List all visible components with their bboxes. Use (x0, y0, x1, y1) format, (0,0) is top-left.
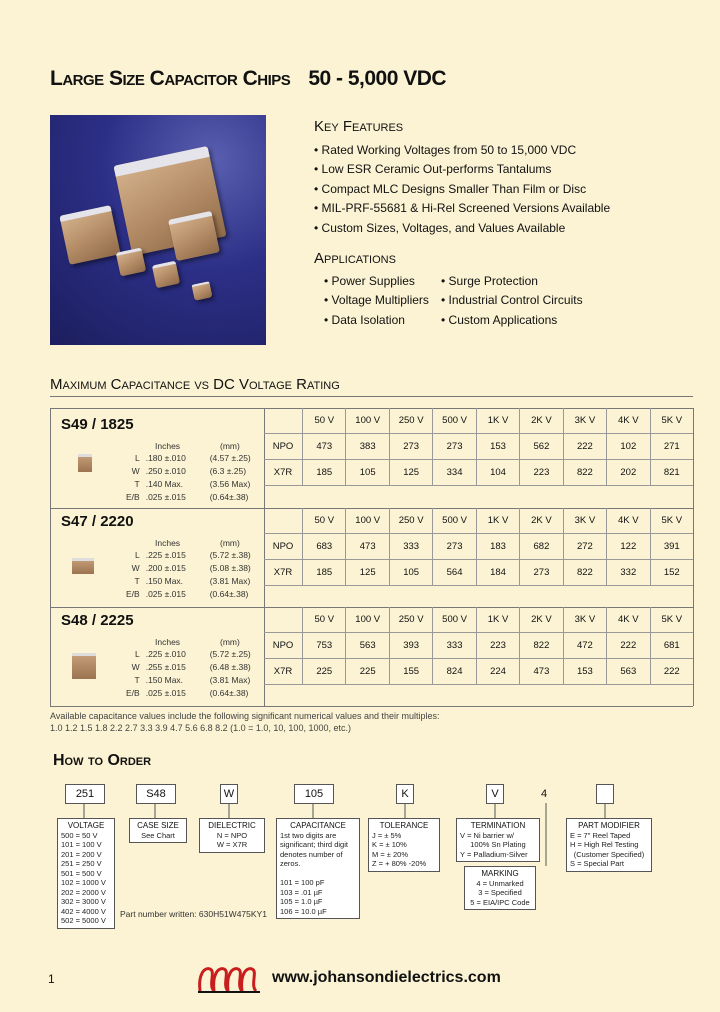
legend-line: 106 = 10.0 µF (280, 906, 327, 916)
legend-line: W = X7R (216, 840, 248, 849)
legend-line: 5 = EIA/IPC Code (470, 897, 530, 907)
logo-stroke (200, 969, 214, 991)
application-item: • Surge Protection (441, 272, 591, 291)
dimension-row: L .225 ±.010 (5.72 ±.25) (134, 649, 251, 659)
legend-line: 102 = 1000 V (61, 878, 106, 887)
legend-line: 302 = 3000 V (61, 897, 106, 906)
legend-line: 201 = 200 V (61, 849, 102, 859)
dimension-row: T .150 Max. (3.81 Max) (134, 675, 251, 685)
unit-inches: Inches (155, 538, 181, 548)
legend-part-modifier (566, 818, 652, 872)
legend-line: denotes number of (280, 849, 343, 859)
feature-item: • Custom Sizes, Voltages, and Values Available (314, 219, 610, 238)
legend-title: VOLTAGE (67, 821, 105, 830)
code-box-dielectric: W (220, 784, 238, 804)
legend-line: 500 = 50 V (61, 830, 98, 840)
page-number: 1 (48, 972, 55, 986)
legend-line: 202 = 2000 V (61, 887, 106, 897)
dimension-row: E/B .025 ±.015 (0.64±.38) (126, 589, 249, 599)
logo-stroke (228, 969, 242, 991)
table-row-npo: NPO 473 383 273 273 153 562 222 102 271 (264, 434, 693, 460)
unit-inches: Inches (155, 441, 181, 451)
application-item: • Voltage Multipliers (324, 291, 441, 310)
legend-line: 501 = 500 V (61, 868, 102, 878)
code-box-case-size: S48 (136, 784, 176, 804)
legend-line: 502 = 5000 V (61, 916, 106, 925)
logo-stroke (242, 969, 256, 991)
unit-mm: (mm) (220, 538, 240, 548)
feature-item: • Compact MLC Designs Smaller Than Film or Disc (314, 180, 610, 199)
key-features-heading: Key Features (314, 118, 404, 135)
legend-dielectric (199, 818, 265, 853)
legend-line: Z = + 80% -20% (372, 859, 427, 868)
title-voltage: 50 - 5,000 VDC (308, 67, 447, 90)
legend-title: TOLERANCE (379, 821, 429, 830)
company-logo-icon (196, 961, 266, 995)
voltage-header-row: 50 V 100 V 250 V 500 V 1K V 2K V 3K V 4K V 5K V (264, 508, 693, 534)
legend-line: K = ± 10% (372, 840, 407, 849)
application-item: • Power Supplies (324, 272, 441, 291)
code-box-capacitance: 105 (294, 784, 334, 804)
legend-line: 3 = Specified (478, 888, 522, 897)
legend-line: significant; third digit (280, 840, 348, 849)
legend-line: 105 = 1.0 µF (280, 897, 323, 906)
legend-line: zeros. (280, 859, 301, 868)
legend-title: DIELECTRIC (208, 821, 256, 830)
legend-line: See Chart (141, 830, 175, 840)
dimension-row: E/B .025 ±.015 (0.64±.38) (126, 492, 249, 502)
legend-title: PART MODIFIER (578, 821, 640, 830)
unit-inches: Inches (155, 637, 181, 647)
table-row-npo: NPO 683 473 333 273 183 682 272 122 391 (264, 534, 693, 560)
legend-line: E = 7" Reel Taped (570, 830, 631, 840)
part-number-example: Part number written: 630H51W475KY1 (120, 909, 267, 919)
legend-termination (456, 818, 540, 862)
dimension-row: W .200 ±.015 (5.08 ±.38) (131, 563, 251, 573)
table-row-x7r: X7R 225 225 155 824 224 473 153 563 222 (264, 659, 693, 685)
applications-heading: Applications (314, 250, 396, 267)
feature-item: • MIL-PRF-55681 & Hi-Rel Screened Versions Available (314, 199, 610, 218)
series-title: S49 / 1825 (61, 416, 134, 433)
legend-case-size (129, 818, 187, 843)
legend-line: V = Ni barrier w/ (460, 830, 514, 840)
legend-capacitance (276, 818, 360, 919)
dimension-row: W .255 ±.015 (6.48 ±.38) (131, 662, 251, 672)
title-main: Large Size Capacitor Chips (50, 67, 291, 90)
website-url[interactable]: www.johansondielectrics.com (272, 969, 501, 986)
logo-stroke (214, 969, 228, 991)
legend-tolerance (368, 818, 440, 872)
legend-title: TERMINATION (470, 821, 526, 830)
legend-line: 4 = Unmarked (476, 878, 524, 888)
series-title: S47 / 2220 (61, 513, 134, 530)
legend-line: Y = Palladium-Silver (460, 849, 528, 859)
legend-line: 101 = 100 V (61, 840, 102, 849)
legend-line: 1st two digits are (280, 830, 337, 840)
table-row-npo: NPO 753 563 393 333 223 822 472 222 681 (264, 633, 693, 659)
legend-line: 251 = 250 V (61, 859, 102, 868)
legend-line: N = NPO (216, 830, 248, 840)
dimension-row: T .150 Max. (3.81 Max) (134, 576, 251, 586)
legend-line: M = ± 20% (372, 849, 409, 859)
legend-line: 402 = 4000 V (61, 906, 106, 916)
dimension-row: L .180 ±.010 (4.57 ±.25) (134, 453, 251, 463)
feature-item: • Rated Working Voltages from 50 to 15,000 VDC (314, 141, 610, 160)
how-to-order-heading: How to Order (53, 752, 152, 769)
legend-line (280, 869, 356, 879)
legend-line: 100% Sn Plating (470, 840, 526, 849)
table-row-x7r: X7R 185 105 125 334 104 223 822 202 821 (264, 460, 693, 486)
legend-line: (Customer Specified) (573, 849, 645, 859)
legend-line: 103 = .01 µF (280, 887, 323, 897)
dimension-row: T .140 Max. (3.56 Max) (134, 479, 251, 489)
dimension-row: E/B .025 ±.015 (0.64±.38) (126, 688, 249, 698)
application-item: • Data Isolation (324, 311, 441, 330)
legend-line: 101 = 100 pF (280, 878, 325, 887)
legend-title: CASE SIZE (137, 821, 179, 830)
unit-mm: (mm) (220, 637, 240, 647)
legend-line: H = High Rel Testing (570, 840, 639, 849)
feature-item: • Low ESR Ceramic Out-performs Tantalums (314, 160, 610, 179)
voltage-header-row: 50 V 100 V 250 V 500 V 1K V 2K V 3K V 4K V 5K V (264, 607, 693, 633)
legend-title: MARKING (481, 869, 519, 878)
note-line: Available capacitance values include the following significant numerical values and their multiples: (50, 711, 440, 721)
voltage-header-row: 50 V 100 V 250 V 500 V 1K V 2K V 3K V 4K V 5K V (264, 408, 693, 434)
table-row-x7r: X7R 185 125 105 564 184 273 822 332 152 (264, 560, 693, 586)
legend-voltage (57, 818, 115, 929)
application-item: • Industrial Control Circuits (441, 291, 591, 310)
legend-marking (464, 866, 536, 910)
dimension-row: L .225 ±.015 (5.72 ±.38) (134, 550, 251, 560)
legend-line: J = ± 5% (372, 830, 402, 840)
legend-line: S = Special Part (570, 859, 624, 868)
unit-mm: (mm) (220, 441, 240, 451)
dimension-row: W .250 ±.010 (6.3 ±.25) (131, 466, 247, 476)
application-item: • Custom Applications (441, 311, 591, 330)
note-line: 1.0 1.2 1.5 1.8 2.2 2.7 3.3 3.9 4.7 5.6 6.8 8.2 (1.0 = 1.0, 10, 100, 1000, etc.) (50, 722, 351, 733)
code-box-termination: V (486, 784, 504, 804)
legend-title: CAPACITANCE (290, 821, 346, 830)
series-title: S48 / 2225 (61, 612, 134, 629)
code-marking: 4 (541, 788, 548, 800)
code-box-tolerance: K (396, 784, 414, 804)
capacitance-heading: Maximum Capacitance vs DC Voltage Rating (50, 376, 340, 393)
code-box-voltage: 251 (65, 784, 105, 804)
